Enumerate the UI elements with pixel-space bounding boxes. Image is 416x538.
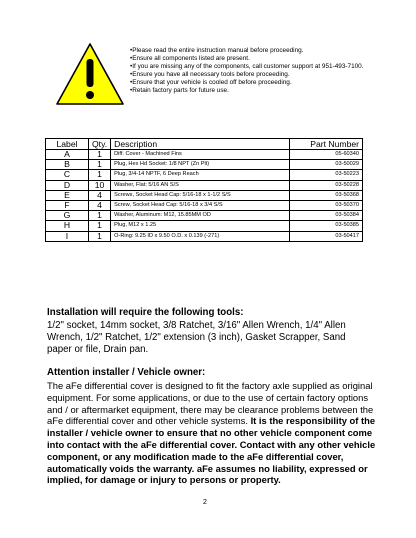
cell-description: Plug, Hex Hd Socket: 1/8 NPT (Zn Plt): [111, 160, 290, 170]
cell-part-number: 03-50370: [290, 200, 363, 210]
cell-qty: 1: [89, 211, 111, 221]
cell-description: Plug, 3/4-14 NPTF, 6 Deep Reach: [111, 170, 290, 180]
attention-body: The aFe differential cover is designed to fit the factory axle supplied as original equipment. For some applications, or due to the use of certain factory options and / or aftermarket equipment, there may be clearance problems between the aFe differential cover and other vehicle systems.: [47, 380, 374, 427]
tools-heading: Installation will require the following tools:: [47, 307, 244, 318]
cell-label: H: [46, 221, 89, 231]
tools-list: 1/2" socket, 14mm socket, 3/8 Ratchet, 3/16" Allen Wrench, 1/4" Allen Wrench, 1/2" Ratchet, 1/2" extension (3 inch), Gasket Scrapper, Sand paper or file, Drain pan.: [47, 320, 346, 355]
cell-description: Washer, Flat: 5/16 AN S/S: [111, 180, 290, 190]
cell-part-number: 03-50029: [290, 160, 363, 170]
header-qty: Qty.: [89, 139, 111, 150]
cell-qty: 1: [89, 170, 111, 180]
table-row: [46, 221, 363, 231]
cell-part-number: 03-50385: [290, 221, 363, 231]
table-row: [46, 231, 363, 241]
cell-qty: 1: [89, 160, 111, 170]
instruction-notes: [130, 47, 364, 96]
cell-part-number: 05-60340: [290, 150, 363, 160]
cell-qty: 10: [89, 180, 111, 190]
cell-label: G: [46, 211, 89, 221]
cell-part-number: 03-50368: [290, 190, 363, 200]
table-row: [46, 211, 363, 221]
cell-label: I: [46, 231, 89, 241]
cell-qty: 1: [89, 150, 111, 160]
note-item: • Ensure that your vehicle is cooled off before proceeding.: [130, 79, 364, 87]
header-part-number: Part Number: [290, 139, 363, 150]
note-item: • Please read the entire instruction manual before proceeding.: [130, 47, 364, 55]
header-description: Description: [111, 139, 290, 150]
table-row: [46, 160, 363, 170]
attention-warning: It is the responsibility of the installer / vehicle owner to ensure that no other vehicle component come into contact with the aFe differential cover. Contact with any other vehicle component, or any modification made to the aFe differential cover, automatically voids the warranty. aFe assumes no liability, expressed or implied, for damage or injury to persons or property.: [47, 415, 376, 486]
cell-description: Plug, M12 x 1.25: [111, 221, 290, 231]
table-row: [46, 180, 363, 190]
note-item: • Ensure all components listed are present.: [130, 55, 364, 63]
page-number: 2: [203, 499, 207, 506]
cell-qty: 4: [89, 200, 111, 210]
cell-label: C: [46, 170, 89, 180]
cell-qty: 1: [89, 221, 111, 231]
table-header-row: [46, 139, 363, 150]
cell-part-number: 03-50228: [290, 180, 363, 190]
parts-table-body: [46, 150, 363, 242]
attention-heading: Attention installer / Vehicle owner:: [47, 367, 206, 378]
cell-label: B: [46, 160, 89, 170]
cell-qty: 4: [89, 190, 111, 200]
attention-text: [47, 380, 377, 486]
cell-part-number: 03-50417: [290, 231, 363, 241]
note-item: • If you are missing any of the components, call customer support at 951-493-7100.: [130, 63, 364, 71]
cell-description: O-Ring: 9.25 ID x 9.50 O.D. x 0.139 (-271): [111, 231, 290, 241]
table-row: [46, 170, 363, 180]
parts-table: [45, 138, 363, 242]
cell-description: Screws, Socket Head Cap: 5/16-18 x 1-1/2 S/S: [111, 190, 290, 200]
header-label: Label: [46, 139, 89, 150]
note-item: • Ensure you have all necessary tools before proceeding.: [130, 71, 364, 79]
cell-part-number: 03-50384: [290, 211, 363, 221]
warning-triangle-icon: [55, 42, 125, 106]
cell-label: F: [46, 200, 89, 210]
cell-description: Screw, Socket Head Cap: 5/16-18 x 3/4 S/S: [111, 200, 290, 210]
cell-label: D: [46, 180, 89, 190]
cell-label: A: [46, 150, 89, 160]
table-row: [46, 200, 363, 210]
cell-qty: 1: [89, 231, 111, 241]
cell-label: E: [46, 190, 89, 200]
table-row: [46, 150, 363, 160]
note-item: • Retain factory parts for future use.: [130, 87, 364, 95]
cell-description: Diff. Cover - Machined Fins: [111, 150, 290, 160]
cell-description: Washer, Aluminum: M12, 15.85MM OD: [111, 211, 290, 221]
cell-part-number: 03-50223: [290, 170, 363, 180]
table-row: [46, 190, 363, 200]
